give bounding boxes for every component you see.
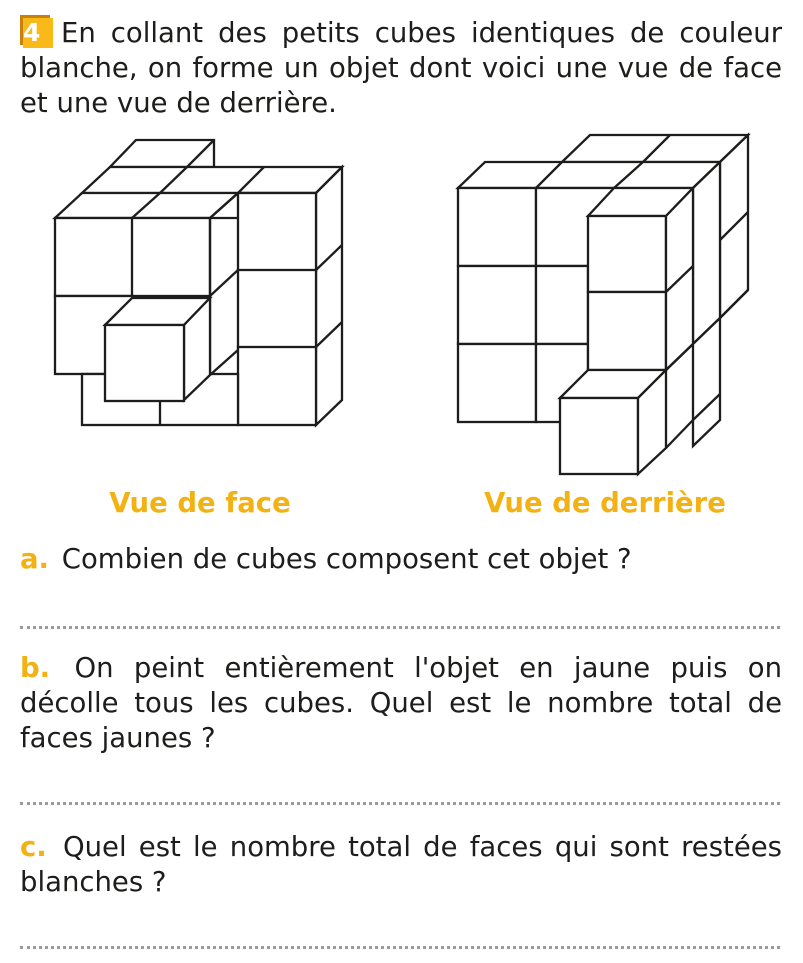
question-a	[20, 542, 782, 577]
question-a-text: Combien de cubes composent cet objet ?	[61, 543, 632, 575]
question-c	[20, 830, 782, 900]
exercise-number-badge	[20, 15, 53, 48]
question-c-text: Quel est le nombre total de faces qui sont restées blanches ?	[20, 831, 782, 898]
back-view-caption: Vue de derrière	[484, 487, 726, 519]
exercise-number: 4	[23, 18, 53, 48]
answer-line-c[interactable]	[20, 946, 780, 949]
question-a-label: a.	[20, 543, 50, 575]
question-b-text: On peint entièrement l'objet en jaune puis on décolle tous les cubes. Quel est le nombre total de faces jaunes ?	[20, 652, 782, 754]
question-b-label: b.	[20, 652, 51, 684]
exercise-intro	[20, 15, 782, 121]
exercise-intro-text: En collant des petits cubes identiques de couleur blanche, on forme un objet dont voici une vue de face et une vue de derrière.	[20, 17, 782, 119]
front-view-caption: Vue de face	[109, 487, 291, 519]
front-view-figure	[40, 130, 360, 440]
back-view-figure	[450, 125, 760, 485]
answer-line-b[interactable]	[20, 802, 780, 805]
answer-line-a[interactable]	[20, 626, 780, 629]
question-b	[20, 651, 782, 756]
question-c-label: c.	[20, 831, 47, 863]
